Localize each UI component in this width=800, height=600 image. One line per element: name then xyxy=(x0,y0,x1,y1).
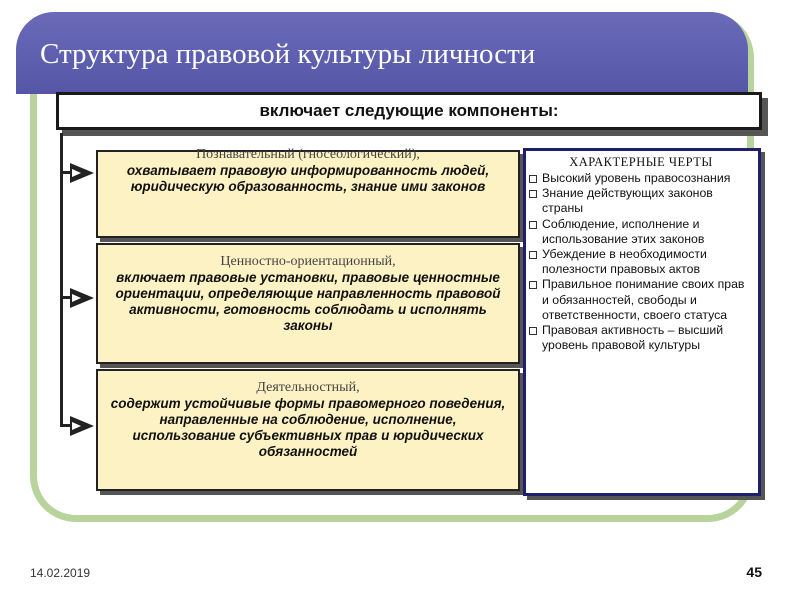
component-head: Деятельностный, xyxy=(256,380,360,395)
square-bullet-icon xyxy=(529,327,537,335)
feature-item: Высокий уровень правосознания xyxy=(532,171,750,186)
component-head: Познавательный (гносеологический), xyxy=(196,147,420,162)
arrow-icon xyxy=(70,288,94,308)
feature-item: Правовая активность – высший уровень правовой культуры xyxy=(532,323,750,353)
square-bullet-icon xyxy=(529,251,537,259)
components-header: включает следующие компоненты: xyxy=(56,92,762,130)
features-title: ХАРАКТЕРНЫЕ ЧЕРТЫ xyxy=(569,155,713,169)
connector-line xyxy=(60,133,63,427)
slide-title: Структура правовой культуры личности xyxy=(40,38,536,70)
component-cognitive xyxy=(96,147,520,238)
square-bullet-icon xyxy=(529,221,537,229)
component-value-oriented xyxy=(96,243,520,364)
component-body: охватывает правовую информированность людей, юридическую образованность, знание ими законов xyxy=(126,163,490,194)
feature-item: Знание действующих законов страны xyxy=(532,186,750,216)
component-head: Ценностно-ориентационный, xyxy=(220,254,396,269)
features-box xyxy=(523,148,761,496)
component-activity xyxy=(96,369,520,491)
page-number: 45 xyxy=(746,564,762,580)
feature-item: Убеждение в необходимости полезности правовых актов xyxy=(532,247,750,277)
component-body: содержит устойчивые формы правомерного поведения, направленные на соблюдение, исполнение, использование субъективных прав и юридических обязанностей xyxy=(110,396,506,459)
arrow-icon xyxy=(70,163,94,183)
feature-item: Соблюдение, исполнение и использование этих законов xyxy=(532,217,750,247)
arrow-icon xyxy=(70,416,94,436)
footer-date: 14.02.2019 xyxy=(30,566,91,580)
feature-item: Правильное понимание своих прав и обязанностей, свободы и ответственности, своего статуса xyxy=(532,277,750,323)
component-body: включает правовые установки, правовые ценностные ориентации, определяющие направленность правовой активности, готовность соблюдать и исполнять законы xyxy=(115,270,501,333)
features-list xyxy=(532,171,750,353)
square-bullet-icon xyxy=(529,190,537,198)
square-bullet-icon xyxy=(529,281,537,289)
square-bullet-icon xyxy=(529,175,537,183)
